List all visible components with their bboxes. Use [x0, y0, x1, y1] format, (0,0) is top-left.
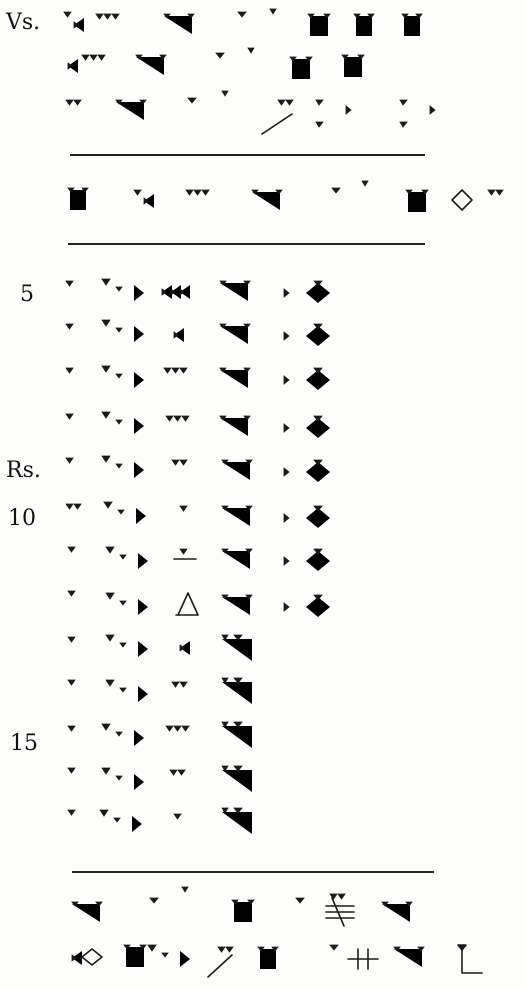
- line-14: [68, 678, 254, 708]
- line-15: [68, 722, 254, 752]
- line-16: [68, 766, 254, 796]
- line-11: [68, 547, 330, 575]
- obverse-line-1: [64, 8, 432, 42]
- obverse-line-4: [68, 180, 503, 214]
- reverse-label: Rs.: [6, 458, 41, 483]
- line-7: [66, 366, 330, 394]
- line-6: [66, 320, 330, 348]
- obverse-line-3: [66, 90, 444, 134]
- final-line-2: [72, 945, 482, 977]
- final-line-1: [72, 886, 412, 926]
- line-12: [68, 591, 330, 621]
- line-10: [66, 502, 330, 530]
- line-17: [68, 808, 254, 838]
- obverse-label: Vs.: [6, 10, 41, 35]
- line-9: [66, 456, 330, 484]
- obverse-line-2: [68, 47, 364, 81]
- line-13: [68, 635, 254, 663]
- line-5: [66, 279, 330, 307]
- line-number-10: 10: [8, 506, 36, 531]
- line-8: [66, 412, 330, 440]
- line-number-15: 15: [10, 731, 38, 756]
- line-number-5: 5: [20, 282, 34, 307]
